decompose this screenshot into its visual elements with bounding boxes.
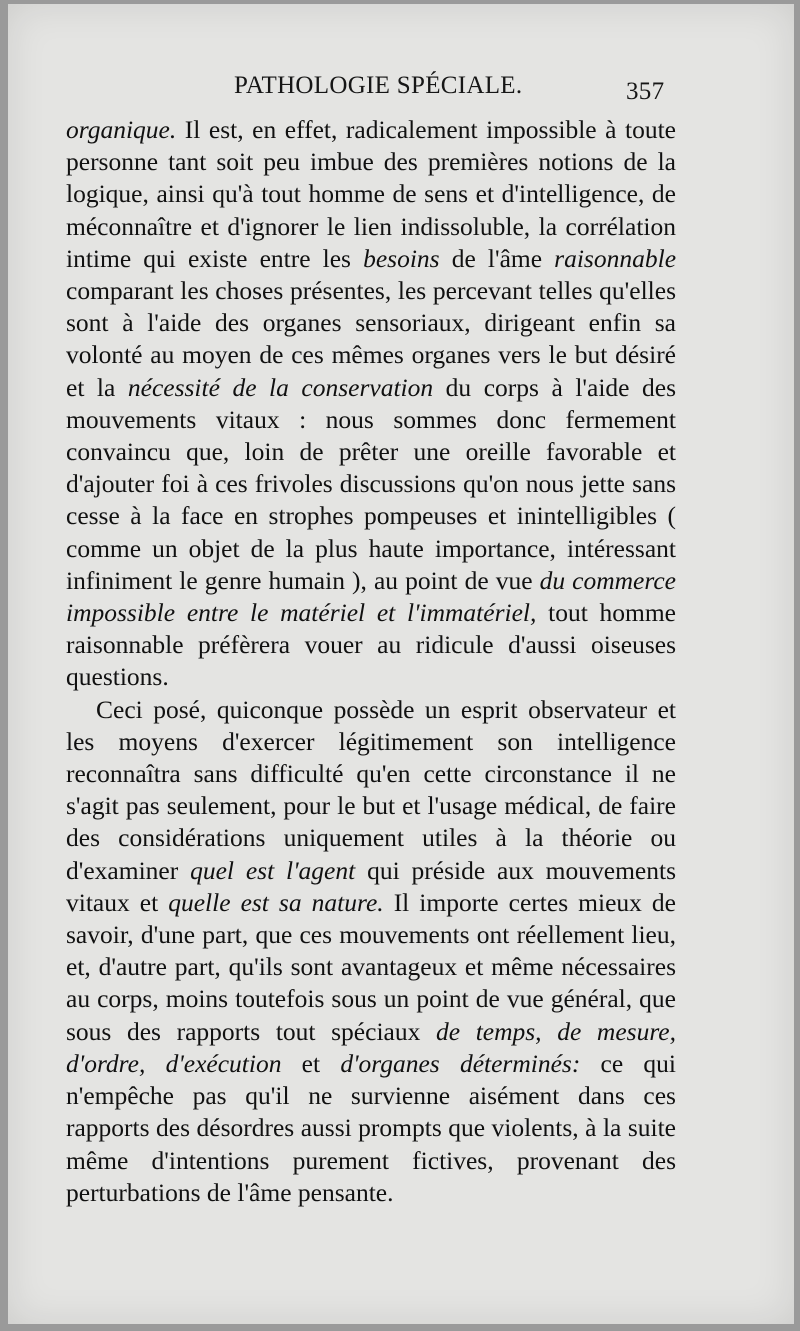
- running-title: PATHOLOGIE SPÉCIALE.: [234, 72, 523, 99]
- text-run: du corps à l'aide des mouvements vitaux : nous sommes donc fermement convaincu que, loin de prêter une oreille favorable et d'ajouter foi à ces frivoles discussions qu'on nous jette sans cesse à la face en strophes pompeuses et inintelligibles ( comme un objet de la plus haute importance, intéressant infiniment le genre humain ), au point de vue: [66, 372, 676, 595]
- book-page: [8, 4, 794, 1324]
- text-run: Ceci posé, quiconque possède un esprit observateur et les moyens d'exercer légitimement son intelligence reconnaîtra sans difficulté qu'en cette circonstance il ne s'agit pas seulement, pour le but et l'usage médical, de faire des considérations uniquement utiles à la théorie ou d'examiner: [66, 694, 676, 885]
- page-number: 357: [626, 78, 665, 105]
- body-text: [66, 114, 676, 1209]
- text-run: qui préside aux mouvements vitaux et: [66, 855, 677, 917]
- text-run: de l'âme: [439, 243, 555, 273]
- italic-text: raisonnable: [554, 243, 677, 273]
- paragraph-2: [66, 694, 676, 1209]
- italic-text: besoins: [363, 243, 440, 273]
- page-header: [8, 72, 794, 106]
- text-run: Il importe certes mieux de savoir, d'une part, que ces mouvements ont réellement lieu, et, d'autre part, qu'ils sont avantageux et même nécessaires au corps, moins toutefois sous un point de vue général, que sous des rapports tout spéciaux: [66, 887, 677, 1046]
- italic-text: nécessité de la conservation: [127, 372, 434, 402]
- paragraph-1: [66, 114, 676, 694]
- italic-text: d'organes déterminés:: [340, 1048, 581, 1078]
- italic-text: quelle est sa nature.: [168, 887, 384, 917]
- text-run: et: [281, 1048, 341, 1078]
- italic-text: du commerce impossible entre le matériel et l'immatériel,: [66, 565, 676, 628]
- italic-text: organique.: [66, 115, 177, 144]
- italic-text: quel est l'agent: [190, 855, 356, 885]
- text-run: tout homme raisonnable préfèrera vouer au ridicule d'aussi oiseuses questions.: [66, 598, 676, 692]
- italic-text: de temps, de mesure, d'ordre, d'exécution: [66, 1016, 676, 1078]
- text-run: Il est, en effet, radicalement impossible à toute personne tant soit peu imbue des premières notions de la logique, ainsi qu'à tout homme de sens et d'intelligence, de méconnaître et d'ignorer le lien indissoluble, la corrélation intime qui existe entre les: [66, 115, 676, 273]
- text-run: comparant les choses présentes, les percevant telles qu'elles sont à l'aide des organes sensoriaux, dirigeant enfin sa volonté au moyen de ces mêmes organes vers le but désiré et la: [66, 276, 676, 402]
- text-run: ce qui n'empêche pas qu'il ne survienne aisément dans ces rapports des désordres aussi prompts que violents, à la suite même d'intentions purement fictives, provenant des perturbations de l'âme pensante.: [66, 1048, 676, 1207]
